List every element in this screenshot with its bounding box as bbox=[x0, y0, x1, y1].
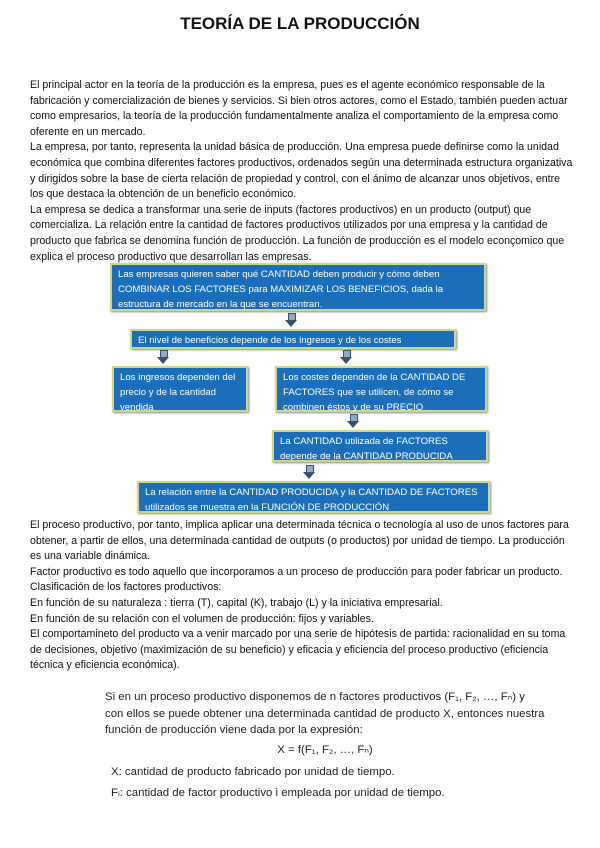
arrow-down-icon bbox=[158, 350, 168, 364]
paragraph: La empresa se dedica a transformar una serie de inputs (factores productivos) en un producto (output) que comercializa. La relación entre la cantidad de factores productivos utilizados por una empresa y la cantidad de producto que fabrica se denomina función de producción. La función de producción es el modelo econçomico que explica el proceso productivo que desarrollan las empresas. bbox=[30, 203, 565, 263]
paragraph: Clasificación de los factores productivos: bbox=[30, 581, 222, 594]
definition-x: X: cantidad de producto fabricado por unidad de tiempo. bbox=[111, 766, 395, 778]
paragraph: La empresa, por tanto, representa la unidad básica de producción. Una empresa puede definirse como la unidad económica que combina diferentes factores productivos, ordenados según una determinada estructura organizativa y dirigidos sobre la base de cierta relación de propiedad y control, con el ánimo de alcanzar unos objetivos, entre los que destaca la obtención de un beneficio económico. bbox=[30, 141, 573, 201]
arrow-down-icon bbox=[304, 465, 314, 479]
formula-block bbox=[105, 689, 545, 801]
formula-intro: Si en un proceso productivo disponemos de n factores productivos (F₁, F₂, …, Fₙ) y con ellos se puede obtener una determinada cantidad de producto X, entonces nuestra función de producción viene dada por la expresión: bbox=[105, 691, 545, 736]
definition-f: Fᵢ: cantidad de factor productivo i empleada por unidad de tiempo. bbox=[111, 786, 445, 799]
paragraph: Factor productivo es todo aquello que incorporamos a un proceso de producción para poder fabricar un producto. bbox=[30, 565, 563, 578]
page-title: TEORÍA DE LA PRODUCCIÓN bbox=[180, 14, 420, 33]
diagram-box-6: La relación entre la CANTIDAD PRODUCIDA y la CANTIDAD DE FACTORES utilizados se muestra en la FUNCIÓN DE PRODUCCIÓN bbox=[137, 481, 490, 513]
paragraph: El comportamineto del producto va a venir marcado por una serie de hipótesis de partida: racionalidad en su toma de decisiones, objetivo (maximización de su beneficio) y eficacia y eficiencia del proceso productivo (eficiencia técnica y eficiencia económica). bbox=[30, 628, 566, 672]
arrow-down-icon bbox=[286, 313, 296, 327]
body-text bbox=[30, 518, 575, 674]
formula-expression: X = f(F₁, F₂, …, Fₙ) bbox=[277, 743, 373, 756]
diagram-box-1: Las empresas quieren saber qué CANTIDAD deben producir y cómo deben COMBINAR LOS FACTORES para MAXIMIZAR LOS BENEFICIOS, dada la estructura de mercado en la que se encuentran. bbox=[110, 263, 486, 311]
intro-text bbox=[30, 78, 575, 265]
diagram-box-2: El nivel de beneficios depende de los ingresos y de los costes bbox=[130, 329, 456, 349]
diagram-box-4: Los costes dependen de la CANTIDAD DE FACTORES que se utilicen, de cómo se combinen éstos y de su PRECIO bbox=[275, 366, 487, 412]
paragraph: El principal actor en la teoría de la producción es la empresa, pues es el agente económico responsable de la fabricación y comercialización de bienes y servicios. Si bien otros actores, como el Estado, también pueden actuar como empresarios, la teoría de la producción fundamentalmente analiza el comportamiento de la empresa como oferente en un mercado. bbox=[30, 79, 568, 138]
paragraph: En función de su relación con el volumen de producción: fijos y variables. bbox=[30, 612, 374, 625]
arrow-down-icon bbox=[341, 350, 351, 364]
paragraph: En función de su naturaleza : tierra (T), capital (K), trabajo (L) y la iniciativa empresarial. bbox=[30, 596, 443, 609]
diagram-box-3: Los ingresos dependen del precio y de la cantidad vendida bbox=[112, 366, 248, 412]
paragraph: El proceso productivo, por tanto, implica aplicar una determinada técnica o tecnología al uso de unos factores para obtener, a partir de ellos, una determinada cantidad de outputs (o productos) por unidad de tiempo. La producción es una variable dinámica. bbox=[30, 519, 569, 563]
arrow-down-icon bbox=[348, 414, 358, 428]
diagram-box-5: La CANTIDAD utilizada de FACTORES depende de la CANTIDAD PRODUCIDA bbox=[272, 430, 488, 462]
